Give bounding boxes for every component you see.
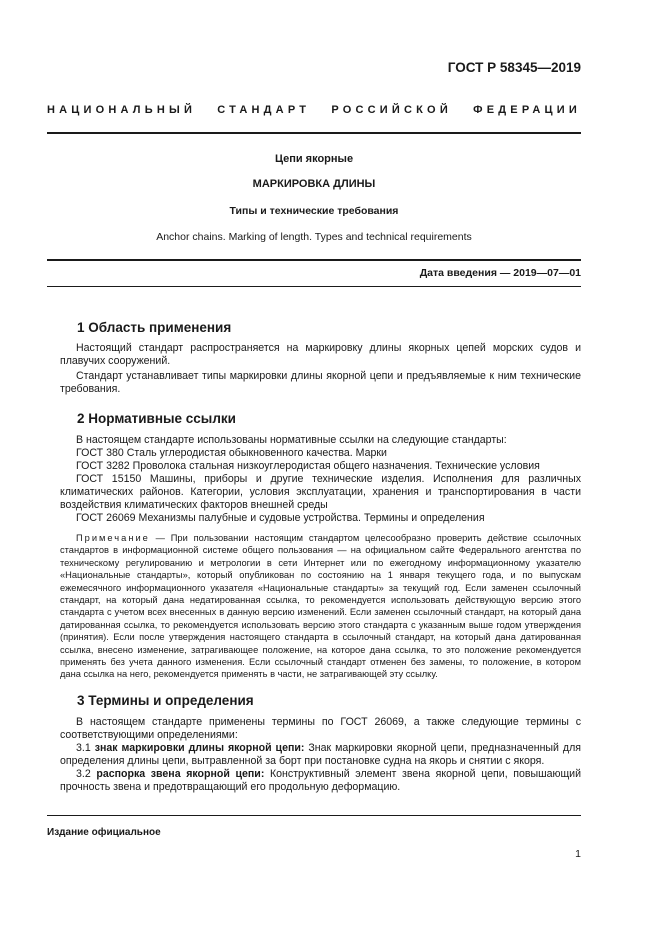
term-text: Знак маркировки якорной цепи, предназначенный для определения длины цепи, вытравленной за борт при постановке судна на якорь и снятии с якоря.	[60, 742, 582, 767]
reference-item: ГОСТ 15150 Машины, приборы и другие технические изделия. Исполнения для различных климатических районов. Категории, условия эксплуатации, хранения и транспортирования в части воздействия климатических факторов внешней среды	[60, 473, 581, 511]
introduction-date: Дата введения — 2019—07—01	[419, 267, 581, 279]
term-definition	[60, 768, 581, 794]
reference-item: ГОСТ 3282 Проволока стальная низкоуглеродистая общего назначения. Технические условия	[76, 460, 540, 472]
section-3-body	[60, 716, 581, 794]
note-text: — При пользовании настоящим стандартом целесообразно проверить действие ссылочных стандартов в информационной системе общего пользования — на официальном сайте Федерального агентства по техническому регулированию и метрологии в сети Интернет или по ежегодному информационному указателю «Национальные стандарты», который опубликован по состоянию на 1 января текущего года, и по выпускам ежемесячного информационного указателя «Национальные стандарты» за текущий год. Если заменен ссылочный стандарт, на который дана недатированная ссылка, то рекомендуется использовать действующую версию этого стандарта с учетом всех внесенных в данную версию изменений. Если заменен ссылочный стандарт, на который дана датированная ссылка, то рекомендуется использовать версию этого стандарта с указанным выше годом утверждения (принятия). Если после утверждения настоящего стандарта в ссылочный стандарт, на который дана датированная ссылка, внесено изменение, затрагивающее положение, на которое дана ссылка, то это положение рекомендуется применять без учета данного изменения. Если ссылочный стандарт отменен без замены, то положение, в котором дана ссылка на него, рекомендуется применять в части, не затрагивающей эту ссылку.	[60, 533, 581, 680]
note-label: Примечание	[76, 533, 150, 543]
term-text: Конструктивный элемент звена якорной цепи, повышающий прочность звена и предотвращающий его продольную деформацию.	[60, 768, 582, 793]
section-2-intro: В настоящем стандарте использованы нормативные ссылки на следующие стандарты:	[76, 434, 507, 446]
title-line-1: Цепи якорные	[274, 153, 354, 165]
term-number: 3.2	[76, 768, 97, 780]
date-divider	[47, 286, 581, 287]
note-paragraph	[60, 532, 581, 681]
official-edition-label: Издание официальное	[47, 827, 161, 838]
term-name: знак маркировки длины якорной цепи:	[94, 742, 305, 754]
section-1-body	[60, 342, 581, 396]
top-divider	[47, 132, 581, 134]
section-1-paragraph-2: Стандарт устанавливает типы маркировки длины якорной цепи и предъявляемые к ним технические требования.	[60, 370, 581, 395]
title-line-3: Типы и технические требования	[229, 205, 399, 217]
term-definition	[60, 742, 581, 768]
page-number: 1	[575, 848, 581, 860]
reference-item: ГОСТ 26069 Механизмы палубные и судовые устройства. Термины и определения	[76, 512, 485, 524]
term-name: распорка звена якорной цепи:	[96, 768, 265, 780]
reference-item: ГОСТ 380 Сталь углеродистая обыкновенного качества. Марки	[76, 447, 387, 459]
section-1-heading: 1 Область применения	[77, 320, 232, 335]
section-2-body	[60, 434, 581, 681]
section-2-heading: 2 Нормативные ссылки	[77, 411, 236, 426]
section-3-heading: 3 Термины и определения	[77, 693, 254, 708]
english-title: Anchor chains. Marking of length. Types and technical requirements	[156, 231, 472, 243]
standard-code: ГОСТ Р 58345—2019	[447, 60, 581, 75]
section-1-paragraph-1: Настоящий стандарт распространяется на маркировку длины якорных цепей морских судов и плавучих сооружений.	[60, 342, 581, 367]
national-standard-title: НАЦИОНАЛЬНЫЙ СТАНДАРТ РОССИЙСКОЙ ФЕДЕРАЦИИ	[47, 104, 581, 116]
title-divider	[47, 259, 581, 261]
term-number: 3.1	[76, 742, 95, 754]
title-line-2: МАРКИРОВКА ДЛИНЫ	[252, 178, 376, 190]
footer-divider	[47, 815, 581, 816]
section-3-intro: В настоящем стандарте применены термины по ГОСТ 26069, а также следующие термины с соответствующими определениями:	[60, 716, 581, 741]
